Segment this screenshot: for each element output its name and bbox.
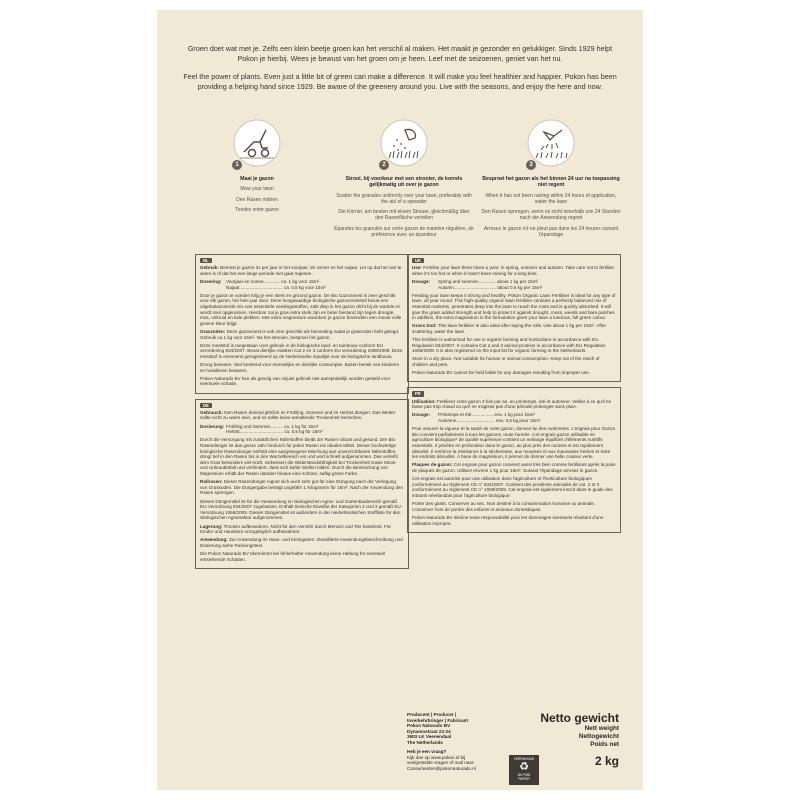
de-dosing-1: Frühling und Sommer.......... ca. 1 kg für 15m² — [226, 423, 319, 429]
step-1-fr: Tondez votre gazon — [235, 206, 279, 213]
fr-body-3: Porter des gants. Conserver au sec. Non destiné à la consommation humaine ou animale. Conserver hors de portée des enfants et animaux domestiques. — [412, 501, 596, 512]
step-2-fr: Épandez les granulés sur votre gazon de manière régulière, de préférence avec un épandeur — [334, 225, 474, 238]
de-body-2: Dieses Düngemittel ist für die Verwendung im ökologischen Agrar- und Gartenbaubereich gemäß EU-Verordnung 834/2007 zugelassen. Enthält tierische Eiweiße der Kategorien 2 und 3 gemäß EU-Verordnung 1069/2009. Dieses Düngemittel ist außerdem in der niederländischen Stoffliste für den ökologischen Agrarsektor aufgenommen. — [200, 498, 403, 521]
uk-dosing-2: Autumn................................. about 0.5 kg per 15m² — [438, 284, 543, 290]
instruction-steps — [187, 118, 621, 248]
producer-country: The Netherlands — [407, 739, 443, 745]
uk-dosing-label: Dosage: — [412, 278, 431, 284]
de-body-4: Die Pokon Naturado BV übernimmt bei fehlerhafter Anwendung keine Haftung für eventuell entstehende Schäden. — [200, 551, 385, 562]
step-1-number: 1 — [232, 160, 242, 170]
step-2-de: Die Körner, am besten mit einem Streuer, gleichmäßig über den Rasenfläche verteilen — [338, 209, 470, 222]
step-1-de: Den Rasen mähen — [236, 196, 278, 203]
step-2-number: 2 — [379, 160, 389, 170]
net-weight-fr: Poids net — [590, 741, 619, 749]
uk-dosing-1: Spring and summer.............. about 1 kg per 15m² — [438, 278, 539, 284]
step-1-en: Mow your lawn — [240, 186, 274, 193]
fr-use-label: Utilisation: — [412, 398, 436, 404]
nl-dosing-label: Dosering: — [200, 278, 222, 284]
fr-section — [407, 387, 621, 532]
net-weight-nl: Netto gewicht — [540, 711, 619, 725]
recycling-badge — [509, 755, 539, 785]
uk-tag: UK — [412, 258, 424, 263]
step-1-title: Maai je gazon — [240, 176, 274, 182]
producer-line-2: Inverkehrbringer | Fabricant — [407, 717, 469, 723]
right-column — [407, 254, 621, 538]
contact-line-1: Kijk dan op www.pokon.nl bij — [407, 754, 466, 760]
fr-dosing — [412, 412, 616, 423]
step-3-en: When it has not been raining within 24 hours of application, water the lawn — [485, 192, 617, 206]
uk-body-1: Feeding your lawn keeps it strong and healthy. Pokon Organic Lawn Fertiliser is ideal for any type of lawn, all year round. This high-quality organic lawn fertiliser contains a perfectly balanced mix of essential nutrients, penetrates deep into the lawn to reach the roots and is quickly absorbed. It will give the grass added strength and help to protect it against drought, moss, weeds and bare patches. In addition, the extra magnesium in the formulation gives your lawn a luscious, full green colour. — [412, 292, 616, 321]
nl-body-3: Droog bewaren. Niet bestemd voor menselijke en dierlijke consumptie. Buiten bereik van kinderen en huisdieren bewaren. — [200, 362, 400, 373]
step-3-title: Besproei het gazon als het binnen 24 uur na toepassing niet regent — [482, 176, 620, 189]
nl-body-2: Deze meststof is toegestaan voor gebruik in de biologische land- en tuinbouw conform EU verordening 834/2007. Bevat dierlijke eiwitten Cat 2 en 3 conform EU verordening 1069/2009. Deze meststof is eveneens geregistreerd op de Nederlandse inputlijst voor de biologische landbouw. — [200, 342, 403, 359]
nl-dosing-2: Najaar.................................. ca. 0,5 kg voor 15m² — [226, 284, 326, 290]
uk-body-4: Pokon Naturado BV cannot be held liable for any damages resulting from improper use. — [412, 370, 590, 376]
de-store-label: Lagerung: — [200, 523, 223, 529]
nl-dosing — [200, 279, 404, 290]
sprinkler-icon — [526, 118, 576, 168]
de-dosing — [200, 424, 404, 435]
label-panel — [157, 10, 643, 790]
uk-body-2: This fertiliser is authorized for use in organic farming and horticulture in accordance with EU Regulation 834/2007. It contains Cat 2 and 3 animal proteins in accordance with EU Regulation 1069/2009. It is also registered on the input list for organic farming in the Netherlands. — [412, 337, 606, 354]
nl-dosing-1: Voorjaar en zomer............. ca. 1 kg voor 15m² — [226, 278, 320, 284]
badge-line-2: BIJ PMD — [517, 773, 531, 777]
nl-sod-label: Graszoden: — [200, 328, 226, 334]
step-2 — [334, 118, 474, 238]
de-dosing-label: Dosierung: — [200, 423, 225, 429]
uk-use-text: Fertilise your lawn three times a year: in spring, summer and autumn. Take care not to fertilise when it's too hot or when it hasn't been raining for a long time. — [412, 265, 614, 276]
nl-section — [195, 254, 409, 394]
uk-body-3: Store in a dry place. Not suitable for human or animal consumption. Keep out of the reach of children and pets. — [412, 356, 600, 368]
nl-use-label: Gebruik: — [200, 265, 219, 271]
net-weight-en: Nett weight — [584, 725, 619, 732]
step-3-de: Den Rasen sprengen, wenn es nicht innerhalb von 24 Stunden nach der Anwendung regnet — [481, 209, 621, 222]
step-2-title: Strooi, bij voorkeur met een strooier, de korrels gelijkmatig uit over je gazon — [345, 176, 463, 189]
badge-line-1: VERPAKKING — [513, 757, 535, 761]
contact-line-2: veelgestelde vragen of mail naar: — [407, 760, 475, 765]
fr-body-4: Pokon Naturado BV décline toute responsabilité pour les dommages éventuels résultant d'une utilisation impropre. — [412, 514, 604, 526]
step-3-number: 3 — [526, 160, 536, 170]
fr-dosing-label: Dosage: — [412, 412, 431, 418]
net-weight-de: Nettogewicht — [578, 733, 619, 741]
mower-icon — [232, 118, 282, 168]
step-2-en: Scatter the granules uniformly over your lawn, preferably with the aid of a spreader — [336, 192, 472, 206]
producer-city: 3903 LK Veenendaal — [407, 734, 452, 739]
nl-use-text: Bemest je gazon 3x per jaar in het voorjaar, de zomer en het najaar. Let op dat het niet te warm is of dat het een lange periode niet gaat regenen. — [200, 265, 402, 276]
spreading-hand-icon — [379, 118, 429, 168]
de-use-text: Den Rasen dreimal jährlich im Frühling, Sommer und im Herbst düngen. Das Wetter sollte nicht zu warm sein, und es sollte keine anhaltende Trockenheit herrschen. — [200, 409, 396, 421]
nl-tag: NL — [200, 258, 212, 263]
fr-use-text: Fertilisez votre gazon 3 fois par an, en printemps, été et automne. Veillez à ce qu'il ne fasse pas trop chaud ou qu'il ne s'agisse pas d'une période prolongée sans pluie. — [412, 398, 612, 410]
nl-body-4: Pokon Naturado BV kan als gevolg van onjuist gebruik niet aansprakelijk worden gesteld voor eventuele schade. — [200, 375, 391, 387]
de-section — [195, 399, 409, 569]
contact-title: Heb je een vraag? — [407, 749, 447, 754]
uk-sod-text: This lawn fertiliser is also ideal after laying the rolls. Use about 1 kg per 15m². After scattering, water the lawn. — [412, 323, 606, 334]
de-sod-label: Rollrasen: — [200, 479, 223, 485]
intro-text — [181, 44, 619, 91]
de-body-1: Durch die Versorgung mit zusätzlichen Nährstoffen bleibt der Rasen robust und gesund. Der Bio Rasendünger ist das ganze Jahr hindurch für jeden Rasen ein ideales Mittel. Dieser hochwertige biologische Rasendünger enthält eine ausgewogene Mischung aus unverzichtbaren Nährstoffen, dringt tief in den Rasen bis in den Wurzelbereich ein und wird schnell aufgenommen. Das verleiht dem Gras besonders viel Kraft, verbessert die Widerstandsfähigkeit bei Trockenheit sowie Moos- und Unkrautbefall und verhindert, dass sich kahle Stellen bilden. Durch die Beimischung von Magnesium erhält der Rasen darüber hinaus eine schöne, saftig-grüne Farbe. — [200, 437, 398, 476]
de-store-text: Trocken aufbewahren. Nicht für den Verzehr durch Mensch und Tier bestimmt. Für Kinder und Haustiere unzugänglich aufbewahren. — [200, 523, 391, 535]
fr-sod-text: Cet engrais pour gazon convient aussi très bien comme fertilisant après la pose de plaques de gazon. Utilisez environ 1 kg pour 15m². Suivant l'épandage arrosez le gazon. — [412, 462, 616, 473]
net-weight-value: 2 kg — [594, 753, 619, 768]
de-apply-label: Anwendung: — [200, 537, 228, 543]
uk-section — [407, 254, 621, 382]
fr-body-2: Cet engrais est autorisé pour une utilisation dans l'agriculture et l'horticulture biologiques conformément au règlement CE n° 834/2007. Contient des protéines animales de cat. 2 et 3 conformément au règlement CE n° 1069/2009. Cet engrais est également inscrit dans le guide des intrants néerlandais pour l'agriculture biologique. — [412, 476, 613, 498]
fr-dosing-1: Printemps et été................. env. 1 kg pour 15m² — [438, 412, 535, 418]
de-tag: DE — [200, 403, 212, 408]
fr-body-1: Pour assurer la vigueur et la santé de votre gazon, donnez-lui des nutriments. L'engrais pour Gazon Bio convient parfaitement à tous les gazons, toute l'année. Cet engrais gazon utilisable en agriculture biologique* de qualité supérieure contient un mélange équilibré d'éléments nutritifs essentiels. Il pénètre en profondeur dans le gazon, au plus près des racines et est rapidement absorbé. Il renforce la résistance à la sécheresse, aux mousses et aux mauvaises herbes et évite les endroits dénudés. À base de magnésium, il permet de donner une belle couleur verte. — [412, 426, 616, 460]
producer-street: Dynamostraat 22-24 — [407, 728, 451, 734]
uk-use-label: Use: — [412, 265, 422, 271]
nl-body-1: Door je gazon te voeden krijg je een sterk en gezond gazon. De Bio Gazonmest is zeer geschikt voor elk gazon, het hele jaar door. Deze hoogwaardige biologische gazonmeststof bevat een uitgebalanceerde mix van essentiële voedingsstoffen, zakt diep in het gazon dicht bij de wortels en wordt snel opgenomen. Hierdoor zal je gras extra sterk zijn en beter bestand zijn tegen droogte, mos, onkruid en kale plekken. Met extra magnesium waardoor je gazon bovendien een mooie volle groene kleur krijgt. — [200, 292, 402, 326]
de-use-label: Gebrauch: — [200, 409, 223, 415]
fr-tag: FR — [412, 391, 424, 396]
producer-info — [407, 712, 507, 771]
fr-dosing-2: Automne.............................. env. 0,5 kg pour 15m² — [438, 418, 541, 424]
producer-line-1: Producent | Producer | — [407, 712, 457, 717]
step-3 — [481, 118, 621, 238]
badge-line-3: PAPIER — [518, 777, 530, 781]
producer-company: Pokon Naturado BV — [407, 723, 451, 728]
contact-email: Consumenten@pokonnaturado.nl — [407, 765, 476, 771]
intro-en: Feel the power of plants. Even just a little bit of green can make a difference. It will make you feel healthier and happier. Pokon has been providing a helping hand since 1929. Be aware of the greenery around you. Live with the seasons, and enjoy the here and now. — [183, 72, 617, 91]
left-column — [195, 254, 409, 574]
fr-sod-label: Plaques de gazon: — [412, 462, 453, 468]
recycle-icon: ♻ — [519, 761, 529, 773]
uk-sod-label: Grass Sod: — [412, 323, 437, 329]
de-sod-text: Dieser Rasendünger eignet sich auch sehr gut für eine Düngung nach der Verlegung von Grassoden. Die Düngergabe beträgt ungefähr 1 Kilogramm für 15m². Nach der Anwendung den Rasen sprengen. — [200, 479, 404, 496]
intro-nl: Groen doet wat met je. Zelfs een klein beetje groen kan het verschil al maken. Het maakt je gezonder en gelukkiger. Sinds 1929 helpt Pokon je hierbij. Wees je bewust van het groen om je heen. Leef met de seizoenen, geniet van het nu. — [187, 44, 613, 63]
uk-dosing — [412, 279, 616, 290]
nl-sod-text: Deze gazonmest is ook zeer geschikt als bemesting nadat je graszoden hebt gelegd. Gebruik ca 1 kg voor 15m². Na het strooien, besproei het gazon. — [200, 328, 400, 340]
de-dosing-2: Herbst.................................. ca. 0,5 kg für 15m² — [226, 429, 323, 435]
de-apply-text: Zur Anwendung im Haus- und Kleingarten. Detaillierte Anwendungsbeschreibung und Dosierung siehe Packungstext. — [200, 537, 403, 548]
step-1 — [187, 118, 327, 213]
step-3-fr: Arrosez le gazon s'il ne pleut pas dans les 24 heures suivant l'épandage — [483, 225, 619, 238]
